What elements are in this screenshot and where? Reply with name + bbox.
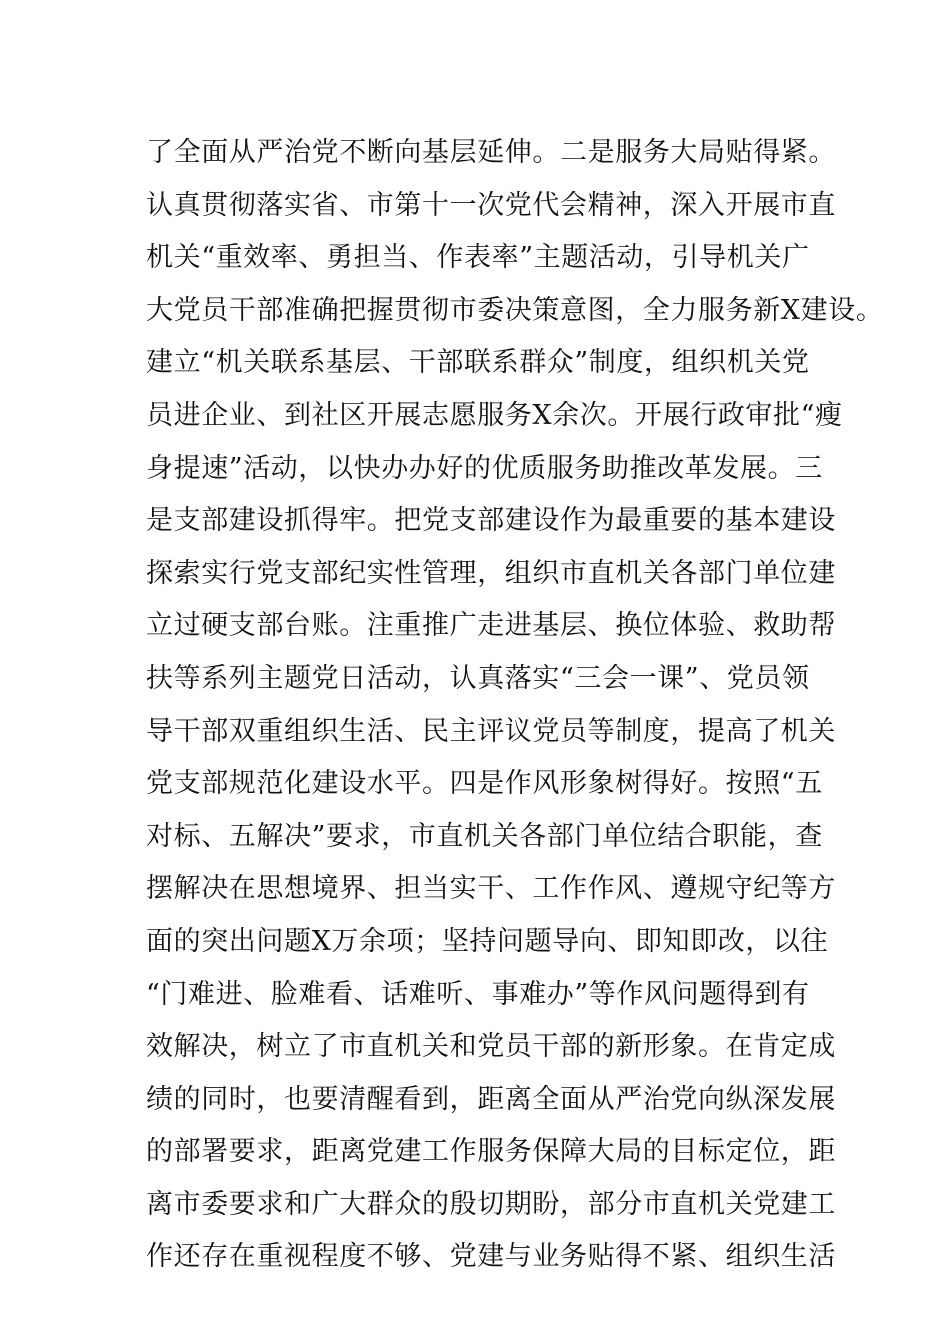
text-line: 扶等系列主题党日活动，认真落实“三会一课”、党员领 (146, 662, 810, 694)
body-text (146, 127, 884, 1284)
text-line: 面的突出问题X万余项；坚持问题导向、即知即改，以往 (146, 925, 829, 957)
text-line: 是支部建设抓得牢。把党支部建设作为最重要的基本建设 (146, 505, 836, 537)
text-line: 的部署要求，距离党建工作服务保障大局的目标定位，距 (146, 1136, 836, 1168)
text-line: 党支部规范化建设水平。四是作风形象树得好。按照“五 (146, 768, 823, 800)
text-line: 绩的同时，也要清醒看到，距离全面从严治党向纵深发展 (146, 1083, 836, 1115)
text-line: 机关“重效率、勇担当、作表率”主题活动，引导机关广 (146, 242, 810, 274)
text-line: 身提速”活动，以快办办好的优质服务助推改革发展。三 (146, 452, 823, 484)
text-line: 认真贯彻落实省、市第十一次党代会精神，深入开展市直 (146, 189, 836, 221)
text-line: 对标、五解决”要求，市直机关各部门单位结合职能，查 (146, 820, 823, 852)
text-line: 大党员干部准确把握贯彻市委决策意图，全力服务新X建设。 (146, 294, 884, 326)
text-line: 导干部双重组织生活、民主评议党员等制度，提高了机关 (146, 715, 836, 747)
text-line: 立过硬支部台账。注重推广走进基层、换位体验、救助帮 (146, 610, 836, 642)
text-line: 员进企业、到社区开展志愿服务X余次。开展行政审批“瘦 (146, 399, 843, 431)
text-line: 离市委要求和广大群众的殷切期盼，部分市直机关党建工 (146, 1188, 836, 1220)
text-line: “门难进、脸难看、话难听、事难办”等作风问题得到有 (146, 978, 810, 1010)
text-line: 了全面从严治党不断向基层延伸。二是服务大局贴得紧。 (146, 137, 836, 168)
text-line: 作还存在重视程度不够、党建与业务贴得不紧、组织生活 (146, 1241, 836, 1273)
text-line: 建立“机关联系基层、干部联系群众”制度，组织机关党 (146, 347, 810, 379)
text-line: 探索实行党支部纪实性管理，组织市直机关各部门单位建 (146, 557, 836, 589)
text-line: 摆解决在思想境界、担当实干、工作作风、遵规守纪等方 (146, 873, 836, 905)
text-line: 效解决，树立了市直机关和党员干部的新形象。在肯定成 (146, 1031, 836, 1063)
